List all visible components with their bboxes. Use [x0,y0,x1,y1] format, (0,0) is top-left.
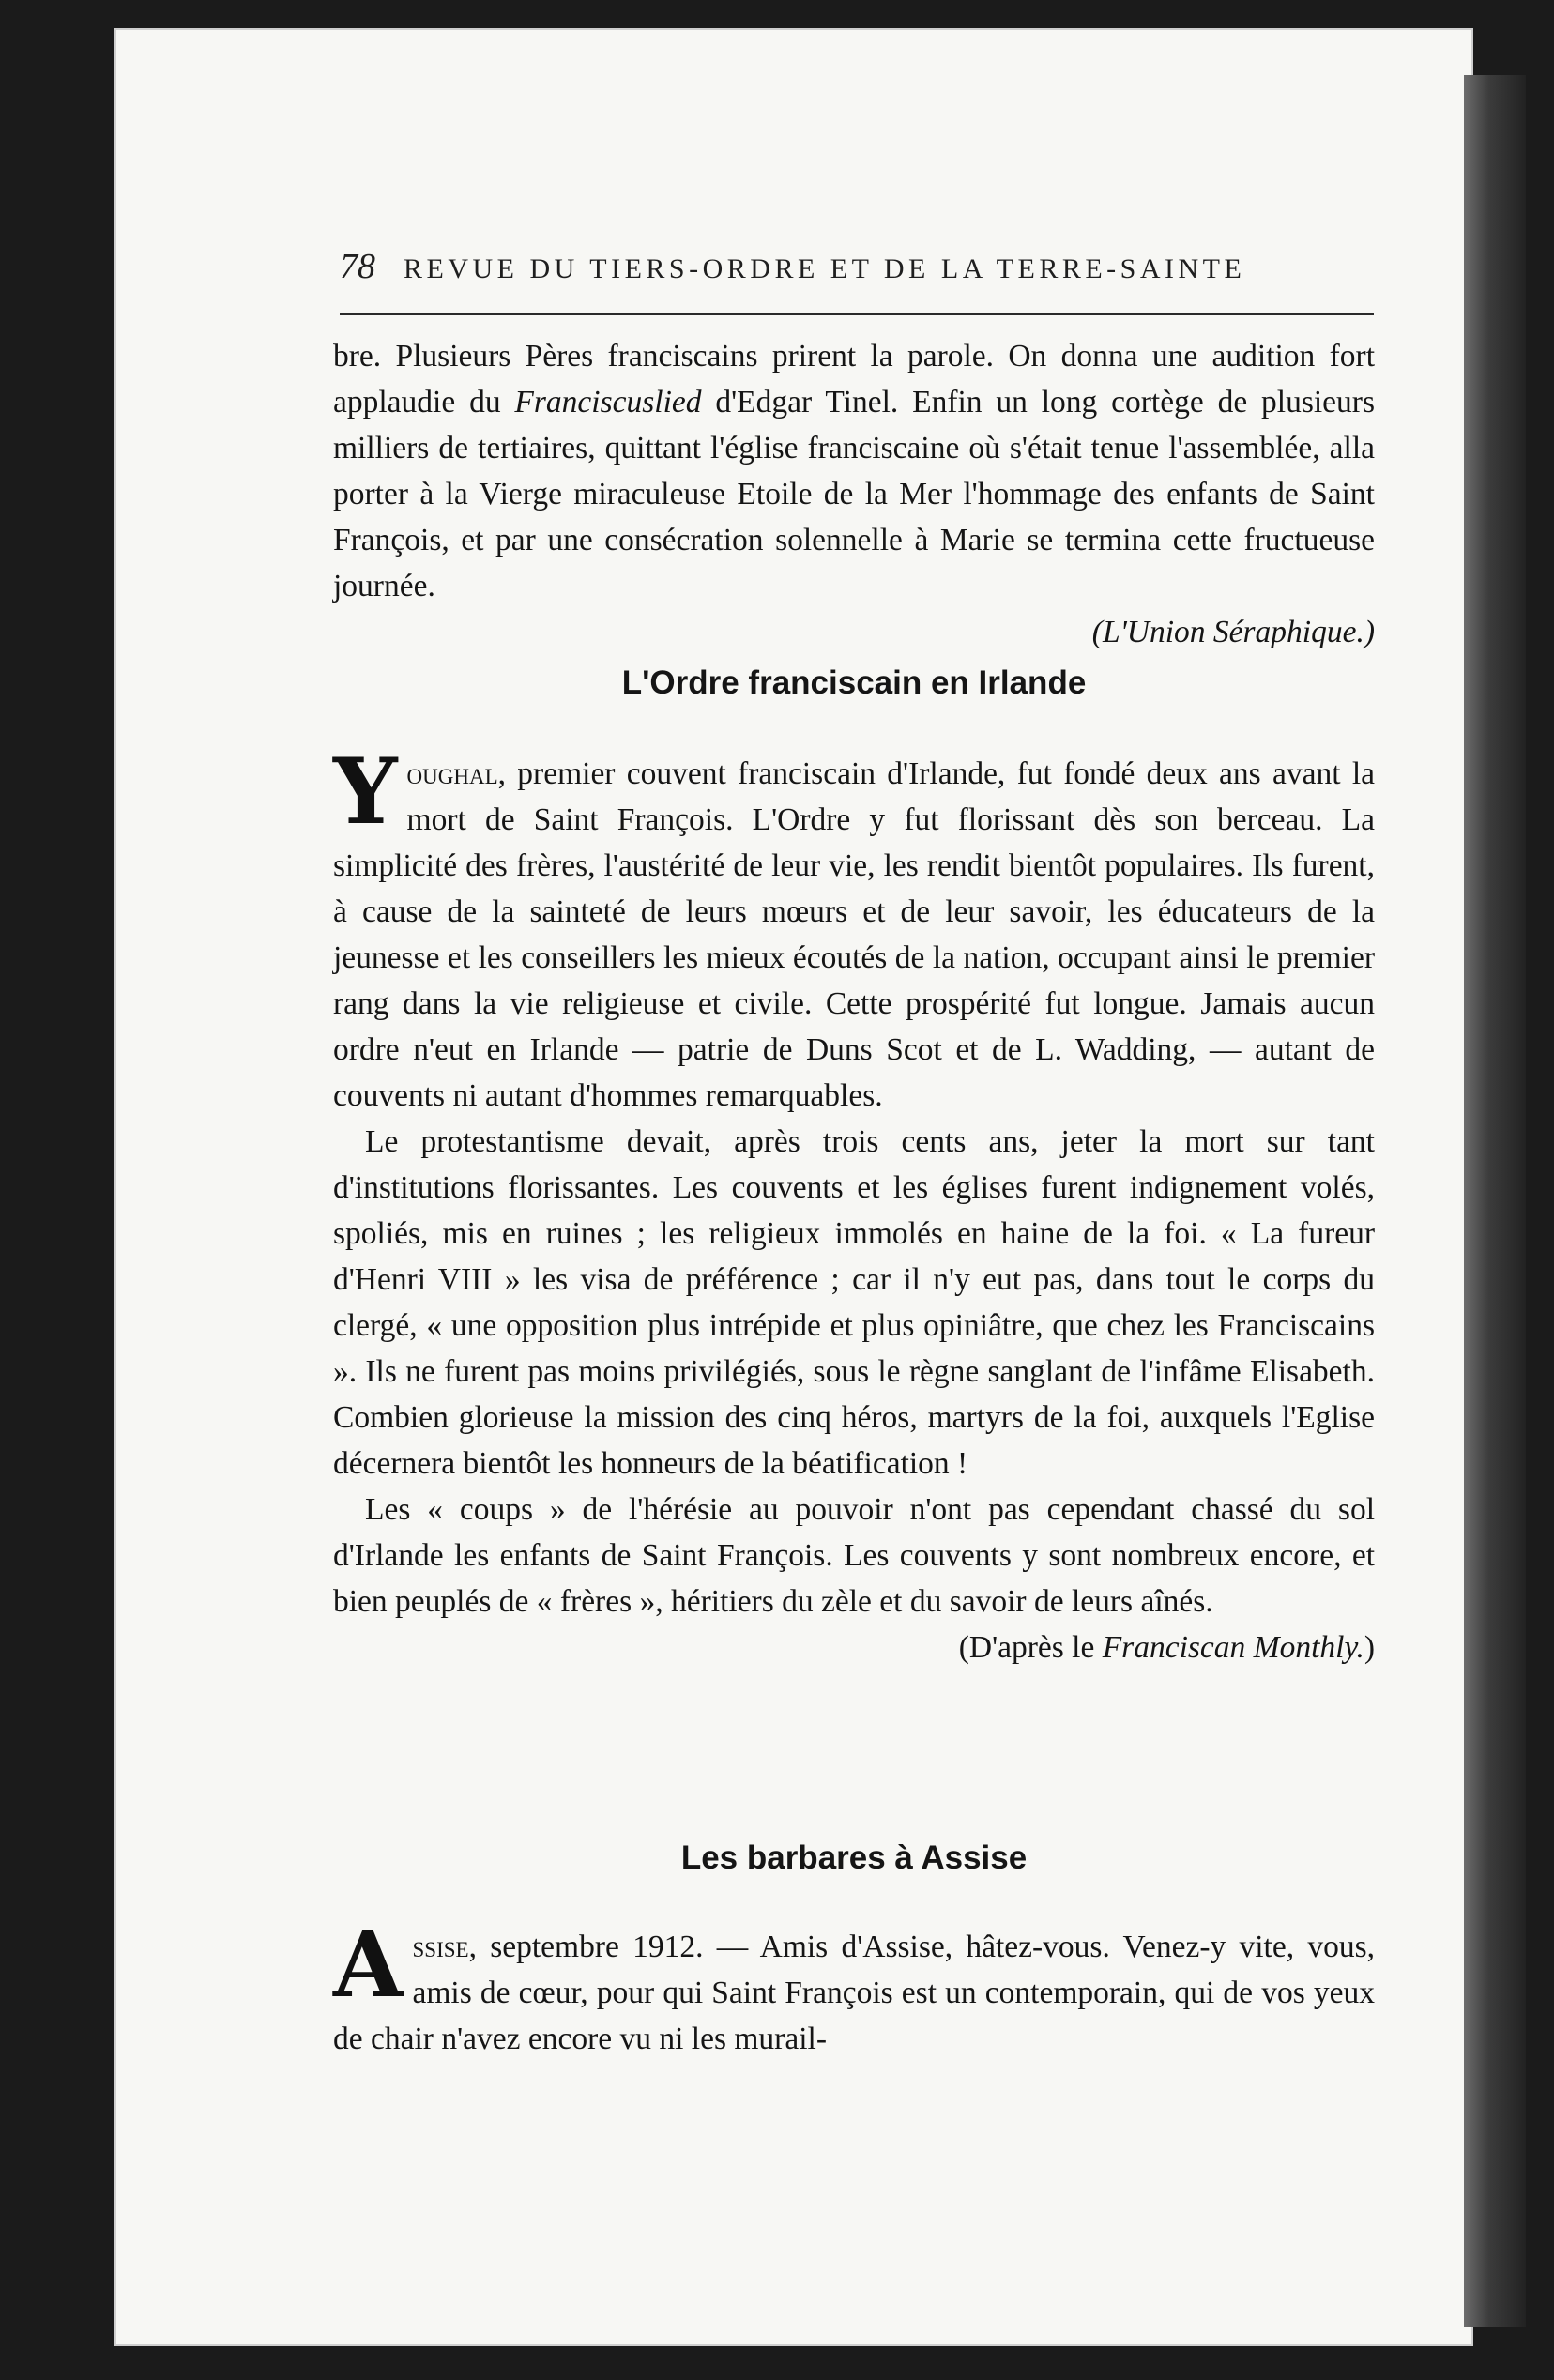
intro-paragraph: bre. Plusieurs Pères franciscains prirent la parole. On donna une audition fort applaudie du Franciscuslied d'Edgar Tinel. Enfin un long cortège de plusieurs milliers de tertiaires, quittant l'église franciscaine où s'était tenue l'assemblée, alla porter à la Vierge miraculeuse Etoile de la Mer l'hommage des enfants de Saint François, et par une consécration solennelle à Marie se termina cette fructueuse journée. [333,339,1375,603]
paragraph: Le protestantisme devait, après trois cents ans, jeter la mort sur tant d'institutions florissantes. Les couvents et les églises furent indignement volés, spoliés, mis en ruines ; les religieux immolés en haine de la foi. « La fureur d'Henri VIII » les visa de préférence ; car il n'y eut pas, dans tout le corps du clergé, « une opposition plus intrépide et plus opiniâtre, que chez les Franciscains ». Ils ne furent pas moins privilégiés, sous le règne sanglant de l'infâme Elisabeth. Combien glorieuse la mission des cinq héros, martyrs de la foi, auxquels l'Eglise décernera bientôt les honneurs de la béatification ! [333,1124,1375,1481]
page-edge-shadow [1464,75,1526,2327]
page-number: 78 [340,247,375,286]
intro-block [333,333,1375,655]
section-source: (D'après le Franciscan Monthly.) [958,1630,1375,1665]
drop-cap: A [333,1912,404,2018]
running-header [340,246,1372,287]
paragraph: Assise, septembre 1912. — Amis d'Assise, hâtez-vous. Venez-y vite, vous, amis de cœur, pour qui Saint François est un contemporain, qui de vos yeux de chair n'avez encore vu ni les murail- [333,1912,1375,2056]
section-irlande-body [333,739,1375,1671]
intro-source: (L'Union Séraphique.) [1091,615,1375,649]
section-heading-irlande: L'Ordre franciscain en Irlande [621,664,1087,701]
section-heading-assise: Les barbares à Assise [680,1839,1028,1876]
drop-cap: Y [333,739,398,845]
running-title: REVUE DU TIERS-ORDRE ET DE LA TERRE-SAINTE [404,253,1246,284]
work-title: Franciscuslied [514,385,702,420]
paragraph: Les « coups » de l'hérésie au pouvoir n'ont pas cependant chassé du sol d'Irlande les enfants de Saint François. Les couvents y sont nombreux encore, et bien peuplés de « frères », héritiers du zèle et du savoir de leurs aînés. (D'après le Franciscan Monthly.) [333,1487,1375,1625]
header-rule [340,313,1374,315]
paragraph: Youghal, premier couvent franciscain d'Irlande, fut fondé deux ans avant la mort de Saint François. L'Ordre y fut florissant dès son berceau. La simplicité des frères, l'austérité de leur vie, les rendit bientôt populaires. Ils furent, à cause de la sainteté de leurs mœurs et de leur savoir, les éducateurs de la jeunesse et les conseillers les mieux écoutés de la nation, occupant ainsi le premier rang dans la vie religieuse et civile. Cette prospérité fut longue. Jamais aucun ordre n'eut en Irlande — patrie de Duns Scot et de L. Wadding, — autant de couvents ni autant d'hommes remarquables. [333,739,1375,1113]
section-assise-body [333,1912,1375,2062]
